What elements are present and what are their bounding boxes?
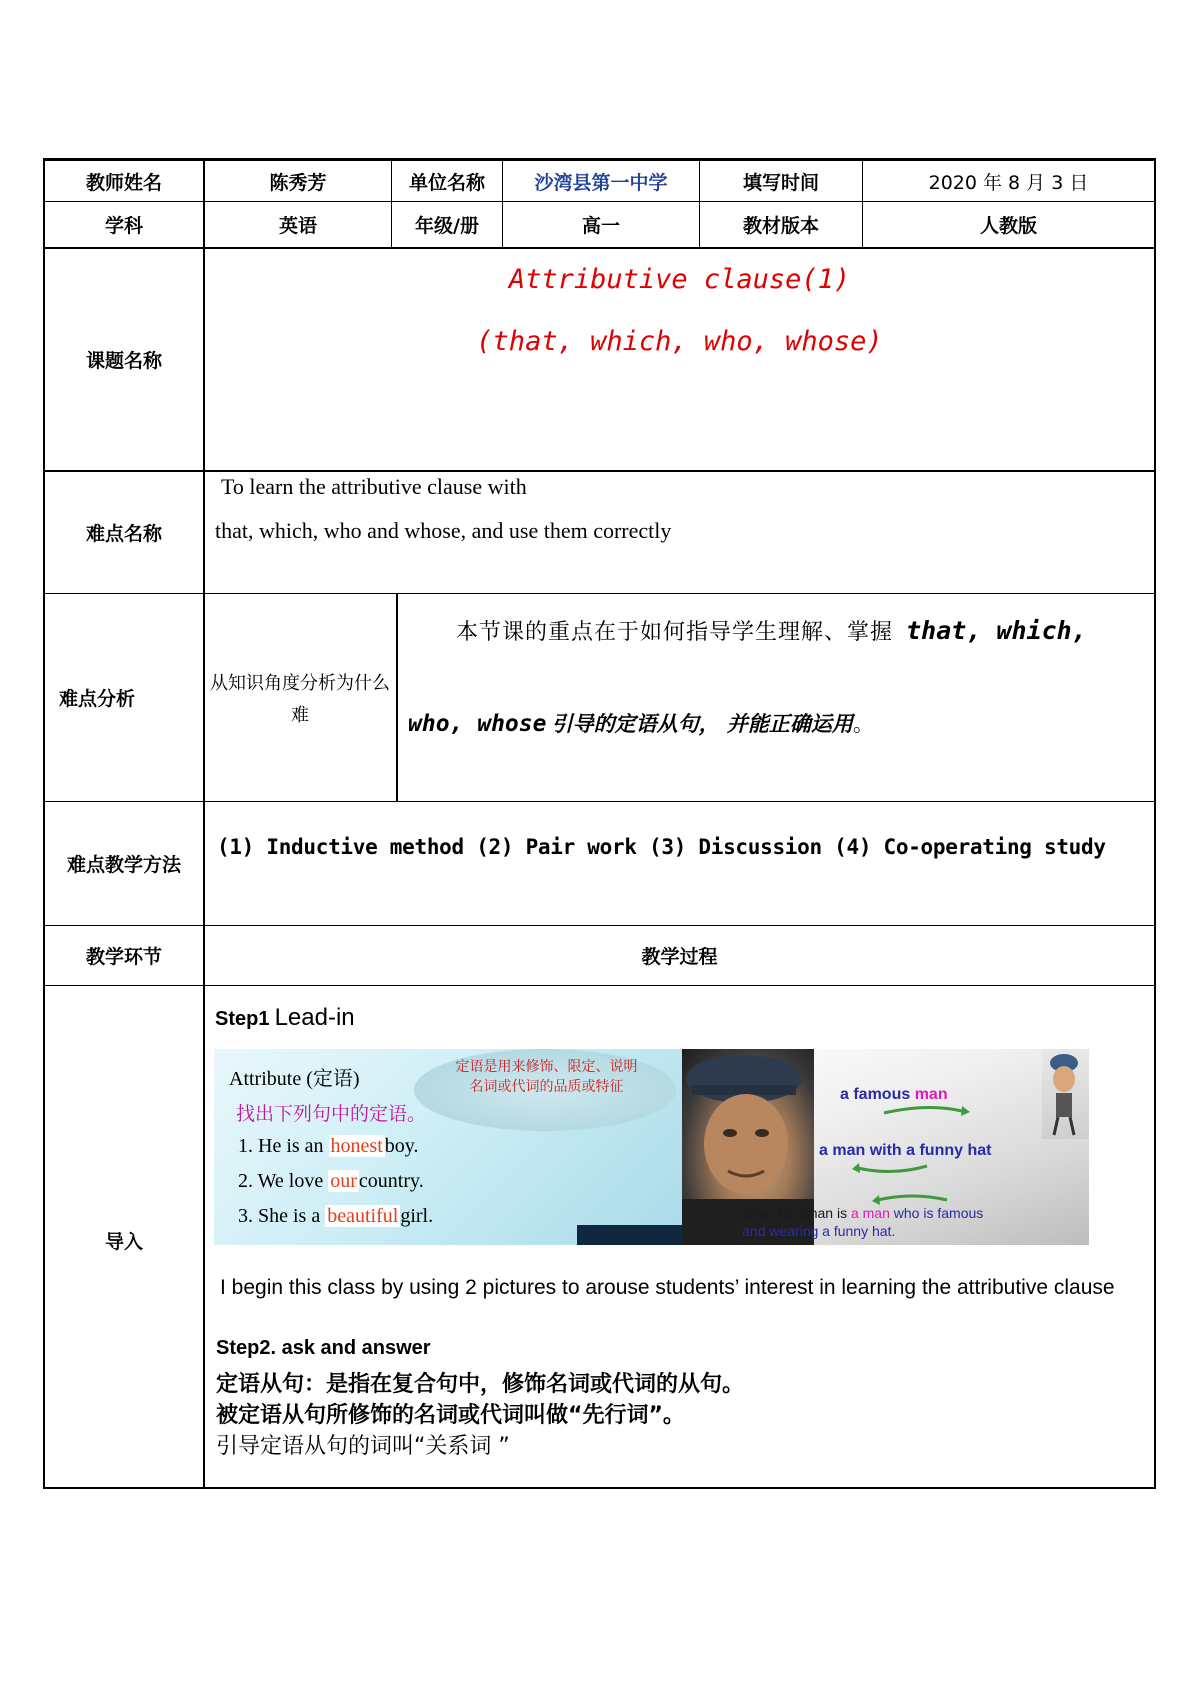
table-border-bottom bbox=[43, 1487, 1156, 1489]
lead-in-picture bbox=[214, 1049, 1089, 1245]
unit-label: 单位名称 bbox=[408, 171, 485, 194]
date-label: 填写时间 bbox=[742, 171, 819, 194]
sentence-3-post: girl. bbox=[400, 1205, 434, 1227]
process-col2-label: 教学过程 bbox=[641, 946, 718, 968]
grade-label: 年级/册 bbox=[415, 215, 479, 237]
sentence-3-pre: 3. She is a bbox=[238, 1205, 321, 1227]
example-sentence-3 bbox=[238, 1205, 433, 1228]
analysis-text-line2 bbox=[408, 708, 1148, 738]
zhao-clause: who is famous bbox=[893, 1205, 984, 1221]
analysis-text-part5: 。 bbox=[852, 712, 874, 736]
zhao-sentence-line1 bbox=[742, 1205, 983, 1221]
zhao-subject: Zhao Benshan is bbox=[742, 1205, 848, 1221]
zhao-benshan-slide bbox=[682, 1049, 1089, 1245]
analysis-label: 难点分析 bbox=[58, 688, 135, 710]
analysis-text-part1: 本节课的重点在于如何指导学生理解、掌握 bbox=[456, 620, 894, 645]
arrow-green-1 bbox=[882, 1105, 972, 1117]
sentence-1-attribute: honest bbox=[330, 1135, 383, 1157]
step1-bold: Step1 bbox=[215, 1008, 270, 1030]
phrase-man-with-hat: a man with a funny hat bbox=[819, 1142, 992, 1159]
table-line bbox=[43, 985, 1156, 986]
edition-value: 人教版 bbox=[979, 215, 1037, 237]
lead-in-description: I begin this class by using 2 pictures to arouse students’ interest in learning the attributive clause bbox=[220, 1276, 1115, 1299]
difficulty-label: 难点名称 bbox=[85, 523, 162, 545]
table-line bbox=[43, 801, 1156, 802]
table-line bbox=[43, 593, 1156, 594]
analysis-text-part4: 引导的定语从句， 并能正确运用 bbox=[551, 712, 853, 736]
phrase-famous-man bbox=[840, 1086, 948, 1104]
phrase-famous: a famous bbox=[840, 1086, 911, 1103]
topic-title-line2: (that, which, who, whose) bbox=[476, 326, 883, 357]
table-line bbox=[396, 593, 398, 802]
topic-title-line1: Attributive clause(1) bbox=[508, 264, 851, 295]
intro-label: 导入 bbox=[104, 1230, 143, 1253]
analysis-text-line1 bbox=[456, 615, 1156, 646]
sentence-2-pre: 2. We love bbox=[238, 1170, 324, 1192]
method-label: 难点教学方法 bbox=[66, 854, 181, 876]
process-col1-label: 教学环节 bbox=[85, 946, 162, 968]
definition-bubble-text: 定语是用来修饰、限定、说明名词或代词的品质或特征 bbox=[455, 1059, 638, 1095]
definition-line-3: 引导定语从句的词叫“关系词 ” bbox=[216, 1434, 510, 1459]
sentence-1-post: boy. bbox=[384, 1135, 419, 1157]
subject-label: 学科 bbox=[104, 215, 143, 237]
teacher-label: 教师姓名 bbox=[85, 171, 162, 194]
attribute-title: Attribute (定语) bbox=[229, 1068, 360, 1090]
slide-dark-corner bbox=[577, 1225, 682, 1245]
sentence-1-pre: 1. He is an bbox=[238, 1135, 324, 1157]
zhao-sentence-line2: and wearing a funny hat. bbox=[742, 1223, 896, 1239]
step1-rest: Lead-in bbox=[274, 1004, 355, 1031]
analysis-sub-label: 从知识角度分析为什么难 bbox=[210, 673, 390, 726]
table-border-right bbox=[1154, 158, 1156, 1489]
method-text: (1) Inductive method (2) Pair work (3) Discussion (4) Co-operating study bbox=[217, 835, 1106, 859]
cartoon-man-icon bbox=[1042, 1049, 1089, 1139]
date-value: 2020 年 8 月 3 日 bbox=[928, 171, 1089, 194]
analysis-text-part3: who, whose bbox=[408, 711, 547, 737]
example-sentence-2 bbox=[238, 1170, 424, 1193]
topic-label: 课题名称 bbox=[85, 350, 162, 372]
definition-line-1: 定语从句：是指在复合句中，修饰名词或代词的从句。 bbox=[216, 1372, 745, 1397]
definition-line-2: 被定语从句所修饰的名词或代词叫做“先行词”。 bbox=[216, 1403, 685, 1428]
difficulty-line2: that, which, who and whose, and use them correctly bbox=[215, 518, 672, 543]
arrow-green-2 bbox=[852, 1162, 932, 1174]
example-sentence-1 bbox=[238, 1135, 418, 1158]
table-line bbox=[43, 247, 1156, 249]
unit-value: 沙湾县第一中学 bbox=[534, 171, 668, 194]
grade-value: 高一 bbox=[581, 215, 620, 237]
analysis-text-part2: that, which, bbox=[906, 616, 1087, 645]
attribute-slide bbox=[214, 1049, 682, 1245]
difficulty-line1: To learn the attributive clause with bbox=[221, 474, 527, 499]
find-instruction: 找出下列句中的定语。 bbox=[236, 1103, 427, 1125]
sentence-3-attribute: beautiful bbox=[327, 1205, 399, 1227]
sentence-2-attribute: our bbox=[330, 1170, 357, 1192]
table-line bbox=[43, 470, 1156, 472]
subject-value: 英语 bbox=[278, 215, 317, 237]
step1-heading bbox=[215, 1004, 355, 1032]
cartoon-figure bbox=[1042, 1049, 1089, 1139]
teacher-value: 陈秀芳 bbox=[269, 171, 327, 194]
edition-label: 教材版本 bbox=[742, 215, 819, 237]
phrase-man: man bbox=[914, 1086, 948, 1103]
zhao-antecedent: a man bbox=[850, 1205, 890, 1221]
step2-heading: Step2. ask and answer bbox=[216, 1337, 431, 1359]
sentence-2-post: country. bbox=[358, 1170, 424, 1192]
